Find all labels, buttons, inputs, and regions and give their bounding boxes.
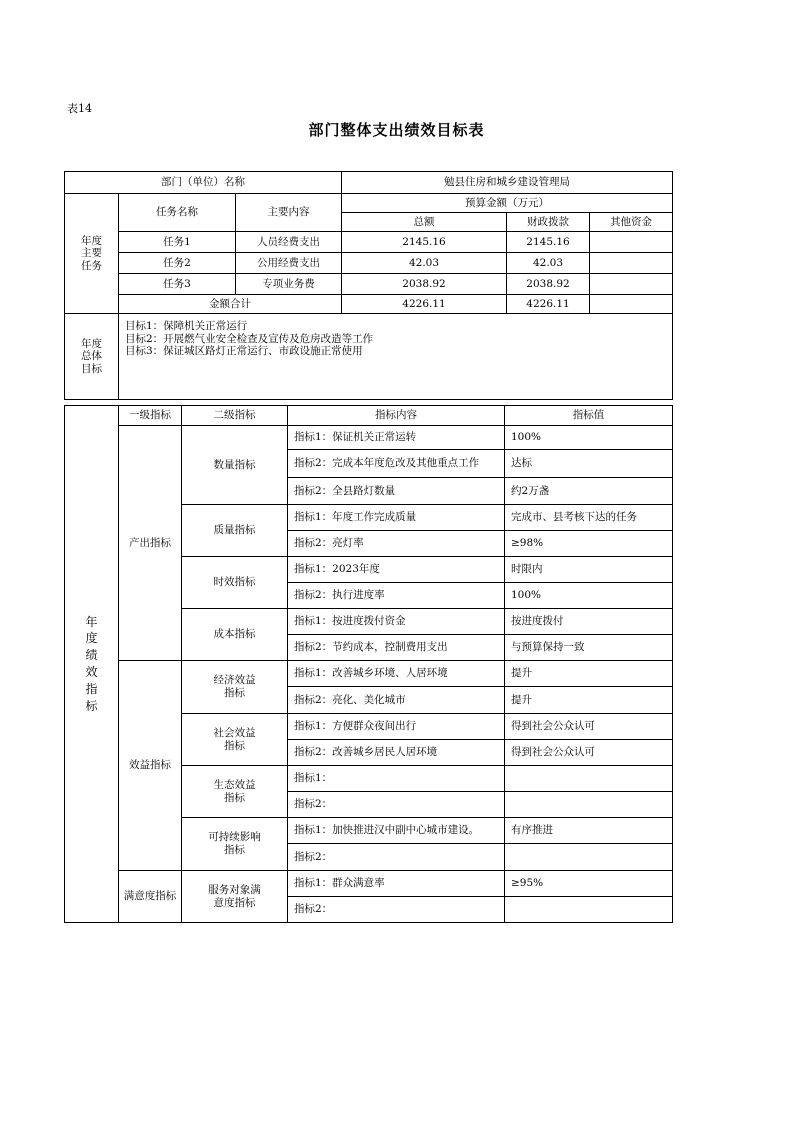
indicator-content: 指标2：全县路灯数量 xyxy=(288,478,505,505)
col-indicator-value: 指标值 xyxy=(505,406,673,426)
indicator-value: 按进度拨付 xyxy=(505,609,673,635)
level2-social: 社会效益指标 xyxy=(182,714,288,766)
goal-line: 目标2：开展燃气业安全检查及宣传及危房改造等工作 xyxy=(125,332,374,345)
task-total: 2145.16 xyxy=(342,232,507,253)
indicator-value: 约2万盏 xyxy=(505,478,673,505)
indicator-value: ≥95% xyxy=(505,871,673,897)
task-fiscal: 42.03 xyxy=(507,253,590,274)
task-content: 人员经费支出 xyxy=(236,232,342,253)
task-name: 任务3 xyxy=(119,274,236,295)
indicator-table xyxy=(64,405,673,923)
level2-ecological: 生态效益指标 xyxy=(182,766,288,818)
col-indicator-content: 指标内容 xyxy=(288,406,505,426)
indicator-value: 有序推进 xyxy=(505,818,673,844)
indicator-content: 指标1：方便群众夜间出行 xyxy=(288,714,505,740)
level2-service: 服务对象满意度指标 xyxy=(182,871,288,923)
dept-label: 部门（单位）名称 xyxy=(65,172,342,194)
goal-line: 目标3：保证城区路灯正常运行、市政设施正常使用 xyxy=(125,345,363,358)
indicator-content: 指标1： xyxy=(288,766,505,792)
indicator-header-row xyxy=(65,406,673,426)
page-title: 部门整体支出绩效目标表 xyxy=(308,121,485,139)
indicator-content: 指标1：按进度拨付资金 xyxy=(288,609,505,635)
task-fiscal: 2145.16 xyxy=(507,232,590,253)
indicator-row xyxy=(65,871,673,897)
col-budget: 预算金额（万元） xyxy=(342,194,673,213)
col-task-name: 任务名称 xyxy=(119,194,236,232)
indicator-value: 得到社会公众认可 xyxy=(505,740,673,766)
task-name: 任务1 xyxy=(119,232,236,253)
sum-row xyxy=(65,295,673,314)
task-table xyxy=(64,171,673,400)
task-total: 2038.92 xyxy=(342,274,507,295)
level2-timeliness: 时效指标 xyxy=(182,557,288,609)
level2-sustainable: 可持续影响指标 xyxy=(182,818,288,871)
level1-output: 产出指标 xyxy=(119,426,182,661)
col-level2: 二级指标 xyxy=(182,406,288,426)
task-fiscal: 2038.92 xyxy=(507,274,590,295)
sum-other xyxy=(590,295,673,314)
indicator-value: 与预算保持一致 xyxy=(505,635,673,661)
indicator-content: 指标2：执行进度率 xyxy=(288,583,505,609)
sum-label: 金额合计 xyxy=(119,295,342,314)
task-other xyxy=(590,232,673,253)
indicator-content: 指标2：节约成本，控制费用支出 xyxy=(288,635,505,661)
indicator-value: 时限内 xyxy=(505,557,673,583)
task-other xyxy=(590,274,673,295)
indicator-content: 指标2：亮化、美化城市 xyxy=(288,687,505,714)
indicator-content: 指标2：改善城乡居民人居环境 xyxy=(288,740,505,766)
indicator-value: 完成市、县考核下达的任务 xyxy=(505,505,673,531)
indicator-value xyxy=(505,766,673,792)
task-row xyxy=(65,253,673,274)
overall-goals-label: 年度总体目标 xyxy=(65,314,119,400)
col-other: 其他资金 xyxy=(590,213,673,232)
indicator-content: 指标1：2023年度 xyxy=(288,557,505,583)
indicator-value: 提升 xyxy=(505,661,673,687)
indicator-value: ≥98% xyxy=(505,531,673,557)
indicator-value: 达标 xyxy=(505,450,673,478)
sum-fiscal: 4226.11 xyxy=(507,295,590,314)
goal-line: 目标1：保障机关正常运行 xyxy=(125,320,248,332)
task-total: 42.03 xyxy=(342,253,507,274)
goals-row xyxy=(65,314,673,400)
annual-tasks-label: 年度主要任务 xyxy=(65,194,119,314)
indicator-content: 指标1：加快推进汉中副中心城市建设。 xyxy=(288,818,505,844)
col-total: 总额 xyxy=(342,213,507,232)
indicator-row xyxy=(65,426,673,450)
indicator-content: 指标1：改善城乡环境、人居环境 xyxy=(288,661,505,687)
indicator-content: 指标2：亮灯率 xyxy=(288,531,505,557)
sum-total: 4226.11 xyxy=(342,295,507,314)
indicator-value xyxy=(505,844,673,871)
task-content: 公用经费支出 xyxy=(236,253,342,274)
dept-name: 勉县住房和城乡建设管理局 xyxy=(342,172,673,194)
indicator-value xyxy=(505,897,673,923)
task-header-row xyxy=(65,194,673,213)
task-row xyxy=(65,274,673,295)
level1-benefit: 效益指标 xyxy=(119,661,182,871)
table-number: 表14 xyxy=(67,102,92,115)
indicators-label: 年度绩效指标 xyxy=(65,406,119,923)
col-level1: 一级指标 xyxy=(119,406,182,426)
task-other xyxy=(590,253,673,274)
indicator-content: 指标1：年度工作完成质量 xyxy=(288,505,505,531)
indicator-value: 100% xyxy=(505,583,673,609)
indicator-value: 提升 xyxy=(505,687,673,714)
indicator-value xyxy=(505,792,673,818)
col-fiscal: 财政拨款 xyxy=(507,213,590,232)
indicator-content: 指标2： xyxy=(288,897,505,923)
task-name: 任务2 xyxy=(119,253,236,274)
level2-cost: 成本指标 xyxy=(182,609,288,661)
level2-quantity: 数量指标 xyxy=(182,426,288,505)
indicator-row xyxy=(65,661,673,687)
level2-quality: 质量指标 xyxy=(182,505,288,557)
indicator-value: 得到社会公众认可 xyxy=(505,714,673,740)
task-row xyxy=(65,232,673,253)
level1-satisfaction: 满意度指标 xyxy=(119,871,182,923)
task-content: 专项业务费 xyxy=(236,274,342,295)
overall-goals xyxy=(119,314,673,400)
level2-economic: 经济效益指标 xyxy=(182,661,288,714)
dept-row xyxy=(65,172,673,194)
indicator-content: 指标2： xyxy=(288,844,505,871)
indicator-content: 指标2： xyxy=(288,792,505,818)
indicator-content: 指标1：群众满意率 xyxy=(288,871,505,897)
indicator-content: 指标1：保证机关正常运转 xyxy=(288,426,505,450)
col-main-content: 主要内容 xyxy=(236,194,342,232)
indicator-value: 100% xyxy=(505,426,673,450)
indicator-content: 指标2：完成本年度危改及其他重点工作 xyxy=(288,450,505,478)
